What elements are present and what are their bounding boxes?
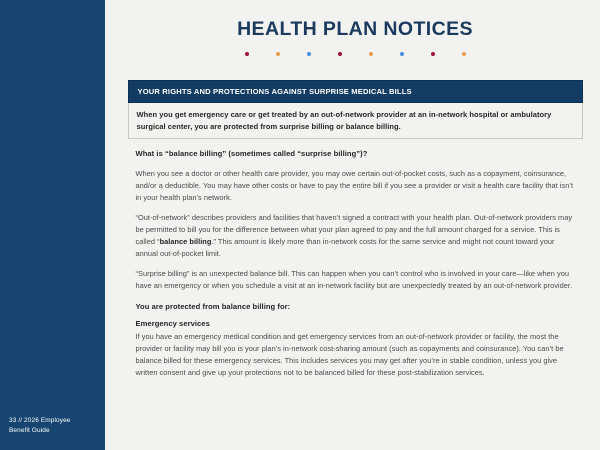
heading-balance-billing: What is “balance billing” (sometimes called “surprise billing”)? [135, 149, 368, 159]
body-text-column [128, 148, 583, 379]
heading-protected-from: You are protected from balance billing for: [135, 301, 291, 311]
decor-dot-icon [431, 52, 435, 56]
footer-page-number: 33 // 2026 Employee [9, 416, 71, 424]
decor-dot-icon [369, 52, 373, 56]
decor-dot-icon [276, 52, 280, 56]
paragraph-emergency-services: If you have an emergency medical condition and get emergency services from an out-of-network provider or facility, the most the provider or facility may bill you is your plan’s in-network cost-sharing amount (such as copayments and coinsurance). You can’t be balance billed for these emergency services. This includes services you may get after you’re in stable condition, unless you give written consent and give up your protections not to be balanced billed for these post-stabilization services. [135, 332, 564, 378]
sidebar-rail [0, 0, 105, 450]
decor-dot-icon [462, 52, 466, 56]
inline-term-balance-billing: balance billing [159, 236, 212, 246]
decor-dot-icon [245, 52, 249, 56]
paragraph-out-of-network-part1: “Out-of-network” describes providers and facilities that haven’t signed a contract with your health plan. Out-of-network providers may be permitted to bill you for the difference between what your plan agreed to pay and the full amount charged for a service. This is called “ [135, 212, 573, 246]
paragraph-out-of-network-part2: .” This amount is likely more than in-network costs for the same service and might not count toward your annual out-of-pocket limit. [135, 236, 555, 258]
footer-page-info [9, 416, 101, 436]
footer-guide-name: Benefit Guide [9, 426, 50, 434]
heading-emergency-services: Emergency services [135, 318, 210, 328]
paragraph-surprise-billing: “Surprise billing” is an unexpected balance bill. This can happen when you can’t control who is involved in your care—like when you have an emergency or when you schedule a visit at an in-network facility but are unexpectedly treated by an out-of-network provider. [135, 268, 573, 290]
content-sheet [110, 0, 600, 450]
section-container [128, 80, 583, 379]
paragraph-out-of-network [136, 212, 575, 260]
section-header-band: YOUR RIGHTS AND PROTECTIONS AGAINST SURPRISE MEDICAL BILLS [128, 80, 583, 103]
decor-dot-icon [307, 52, 311, 56]
decor-dot-icon [400, 52, 404, 56]
decor-dot-icon [338, 52, 342, 56]
page-title: HEALTH PLAN NOTICES [237, 18, 473, 40]
callout-box: When you get emergency care or get treated by an out-of-network provider at an in-network hospital or ambulatory surgical center, you are protected from surprise billing or balance billing. [128, 103, 583, 139]
paragraph-out-of-pocket: When you see a doctor or other health care provider, you may owe certain out-of-pocket costs, such as a copayment, coinsurance, and/or a deductible. You may have other costs or have to pay the entire bill if you see a provider or visit a health care facility that isn’t in your health plan’s network. [135, 168, 574, 202]
decorative-dot-row [110, 50, 600, 58]
